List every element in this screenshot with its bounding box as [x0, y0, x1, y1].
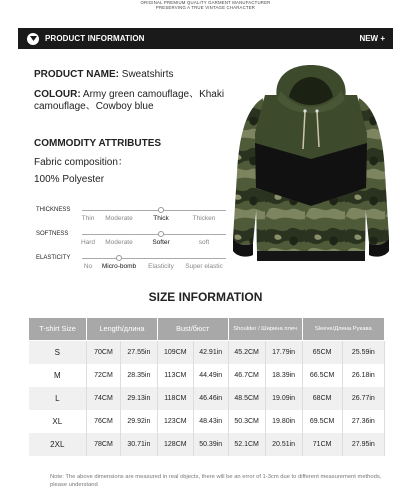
size-table-header: [29, 318, 385, 341]
top-note-line-2: PRESERVING A TRUE VINTAGE CHARACTER: [155, 5, 256, 10]
cell-bust-cm: 128CM: [157, 433, 193, 456]
cell-length-cm: 70CM: [87, 341, 121, 364]
cell-length-in: 27.55in: [120, 341, 157, 364]
scale-softness: [36, 229, 232, 251]
cell-shoulder-cm: 50.3CM: [228, 410, 265, 433]
scale-option: No: [83, 263, 93, 270]
product-name-value: Sweatshirts: [121, 69, 174, 80]
scale-option: Moderate: [105, 215, 133, 222]
top-note: [0, 0, 411, 10]
cell-length-in: 29.92in: [120, 410, 157, 433]
header-shoulder: Shoulder / Ширина плеч: [228, 318, 302, 341]
cell-bust-in: 50.39in: [193, 433, 228, 456]
header-sleeve: Sleeve/Длина Рукава: [302, 318, 384, 341]
size-table: [28, 317, 385, 456]
header-size: T-shirt Size: [29, 318, 87, 341]
cell-shoulder-in: 20.51in: [265, 433, 302, 456]
cell-size: S: [29, 341, 87, 364]
cell-bust-cm: 113CM: [157, 364, 193, 387]
size-info-title: SIZE INFORMATION: [148, 290, 263, 304]
scale-label: ELASTICITY: [36, 255, 71, 261]
chevron-down-icon: [27, 33, 39, 45]
cell-shoulder-cm: 52.1CM: [228, 433, 265, 456]
scale-option: Softer: [152, 239, 170, 246]
top-note-line-1: ORIGINAL PREMIUM QUALITY GARMENT MANUFACTURER: [140, 0, 271, 5]
fabric-composition: [34, 154, 128, 188]
scale-option: Micro-bomb: [101, 263, 137, 270]
colour-value: Army green camouflage、Khaki camouflage、Cowboy blue: [34, 89, 225, 112]
header-bust: Bust/бюст: [157, 318, 228, 341]
scale-option: Thin: [81, 215, 95, 222]
cell-size: XL: [29, 410, 87, 433]
table-row: [29, 364, 385, 387]
cell-shoulder-in: 17.79in: [265, 341, 302, 364]
scale-track: [82, 234, 226, 235]
scale-track: [82, 258, 226, 259]
cell-size: L: [29, 387, 87, 410]
cell-bust-cm: 123CM: [157, 410, 193, 433]
fabric-value: 100% Polyester: [34, 174, 105, 185]
attributes-title: COMMODITY ATTRIBUTES: [34, 138, 162, 149]
cell-length-cm: 74CM: [87, 387, 121, 410]
scale-option: Hard: [80, 239, 96, 246]
scale-label: SOFTNESS: [36, 231, 69, 237]
scale-option: Thick: [153, 215, 169, 222]
new-link[interactable]: NEW +: [359, 34, 385, 43]
cell-sleeve-in: 27.36in: [342, 410, 384, 433]
size-table-body: [29, 341, 385, 456]
cell-bust-cm: 118CM: [157, 387, 193, 410]
cell-shoulder-in: 18.39in: [265, 364, 302, 387]
scale-track: [82, 210, 226, 211]
scale-thickness: [36, 205, 232, 227]
cell-shoulder-in: 19.80in: [265, 410, 302, 433]
cell-sleeve-cm: 71CM: [302, 433, 342, 456]
cell-shoulder-cm: 46.7CM: [228, 364, 265, 387]
hoodie-product-image: [225, 63, 397, 271]
cell-bust-in: 42.91in: [193, 341, 228, 364]
cell-sleeve-cm: 68CM: [302, 387, 342, 410]
scale-elasticity: [36, 253, 232, 275]
cell-bust-in: 44.49in: [193, 364, 228, 387]
cell-shoulder-cm: 48.5CM: [228, 387, 265, 410]
scale-option: Thicken: [192, 215, 216, 222]
table-row: [29, 410, 385, 433]
cell-length-in: 28.35in: [120, 364, 157, 387]
table-row: [29, 387, 385, 410]
cell-sleeve-in: 27.95in: [342, 433, 384, 456]
cell-size: M: [29, 364, 87, 387]
product-name: [34, 69, 173, 80]
header-length: Length/длина: [87, 318, 158, 341]
cell-sleeve-cm: 69.5CM: [302, 410, 342, 433]
cell-bust-in: 48.43in: [193, 410, 228, 433]
cell-sleeve-in: 26.18in: [342, 364, 384, 387]
cell-length-in: 30.71in: [120, 433, 157, 456]
cell-sleeve-cm: 66.5CM: [302, 364, 342, 387]
banner-title: PRODUCT INFORMATION: [45, 34, 145, 43]
scale-marker: [116, 255, 122, 261]
cell-shoulder-cm: 45.2CM: [228, 341, 265, 364]
scale-option: Moderate: [105, 239, 133, 246]
cell-bust-cm: 109CM: [157, 341, 193, 364]
cell-length-cm: 72CM: [87, 364, 121, 387]
product-info-banner: [18, 28, 393, 49]
cell-length-cm: 78CM: [87, 433, 121, 456]
cell-size: 2XL: [29, 433, 87, 456]
measurement-note: Note: The above dimensions are measured in real objects, there will be an error of 1-3cm due to different measurement methods, please understand: [50, 474, 382, 488]
colour-label: COLOUR:: [34, 89, 81, 100]
cell-bust-in: 46.46in: [193, 387, 228, 410]
product-name-label: PRODUCT NAME:: [34, 69, 119, 80]
cell-length-in: 29.13in: [120, 387, 157, 410]
scale-label: THICKNESS: [36, 207, 71, 213]
table-row: [29, 341, 385, 364]
cell-sleeve-cm: 65CM: [302, 341, 342, 364]
table-row: [29, 433, 385, 456]
cell-shoulder-in: 19.09in: [265, 387, 302, 410]
scale-option: Elasticity: [148, 263, 174, 270]
cell-sleeve-in: 26.77in: [342, 387, 384, 410]
scale-marker: [158, 231, 164, 237]
cell-sleeve-in: 25.59in: [342, 341, 384, 364]
fabric-label: Fabric composition：: [34, 157, 128, 168]
scale-option: soft: [198, 239, 210, 246]
scale-marker: [158, 207, 164, 213]
product-colour: [34, 89, 234, 113]
scale-option: Super elastic: [185, 263, 223, 270]
cell-length-cm: 76CM: [87, 410, 121, 433]
